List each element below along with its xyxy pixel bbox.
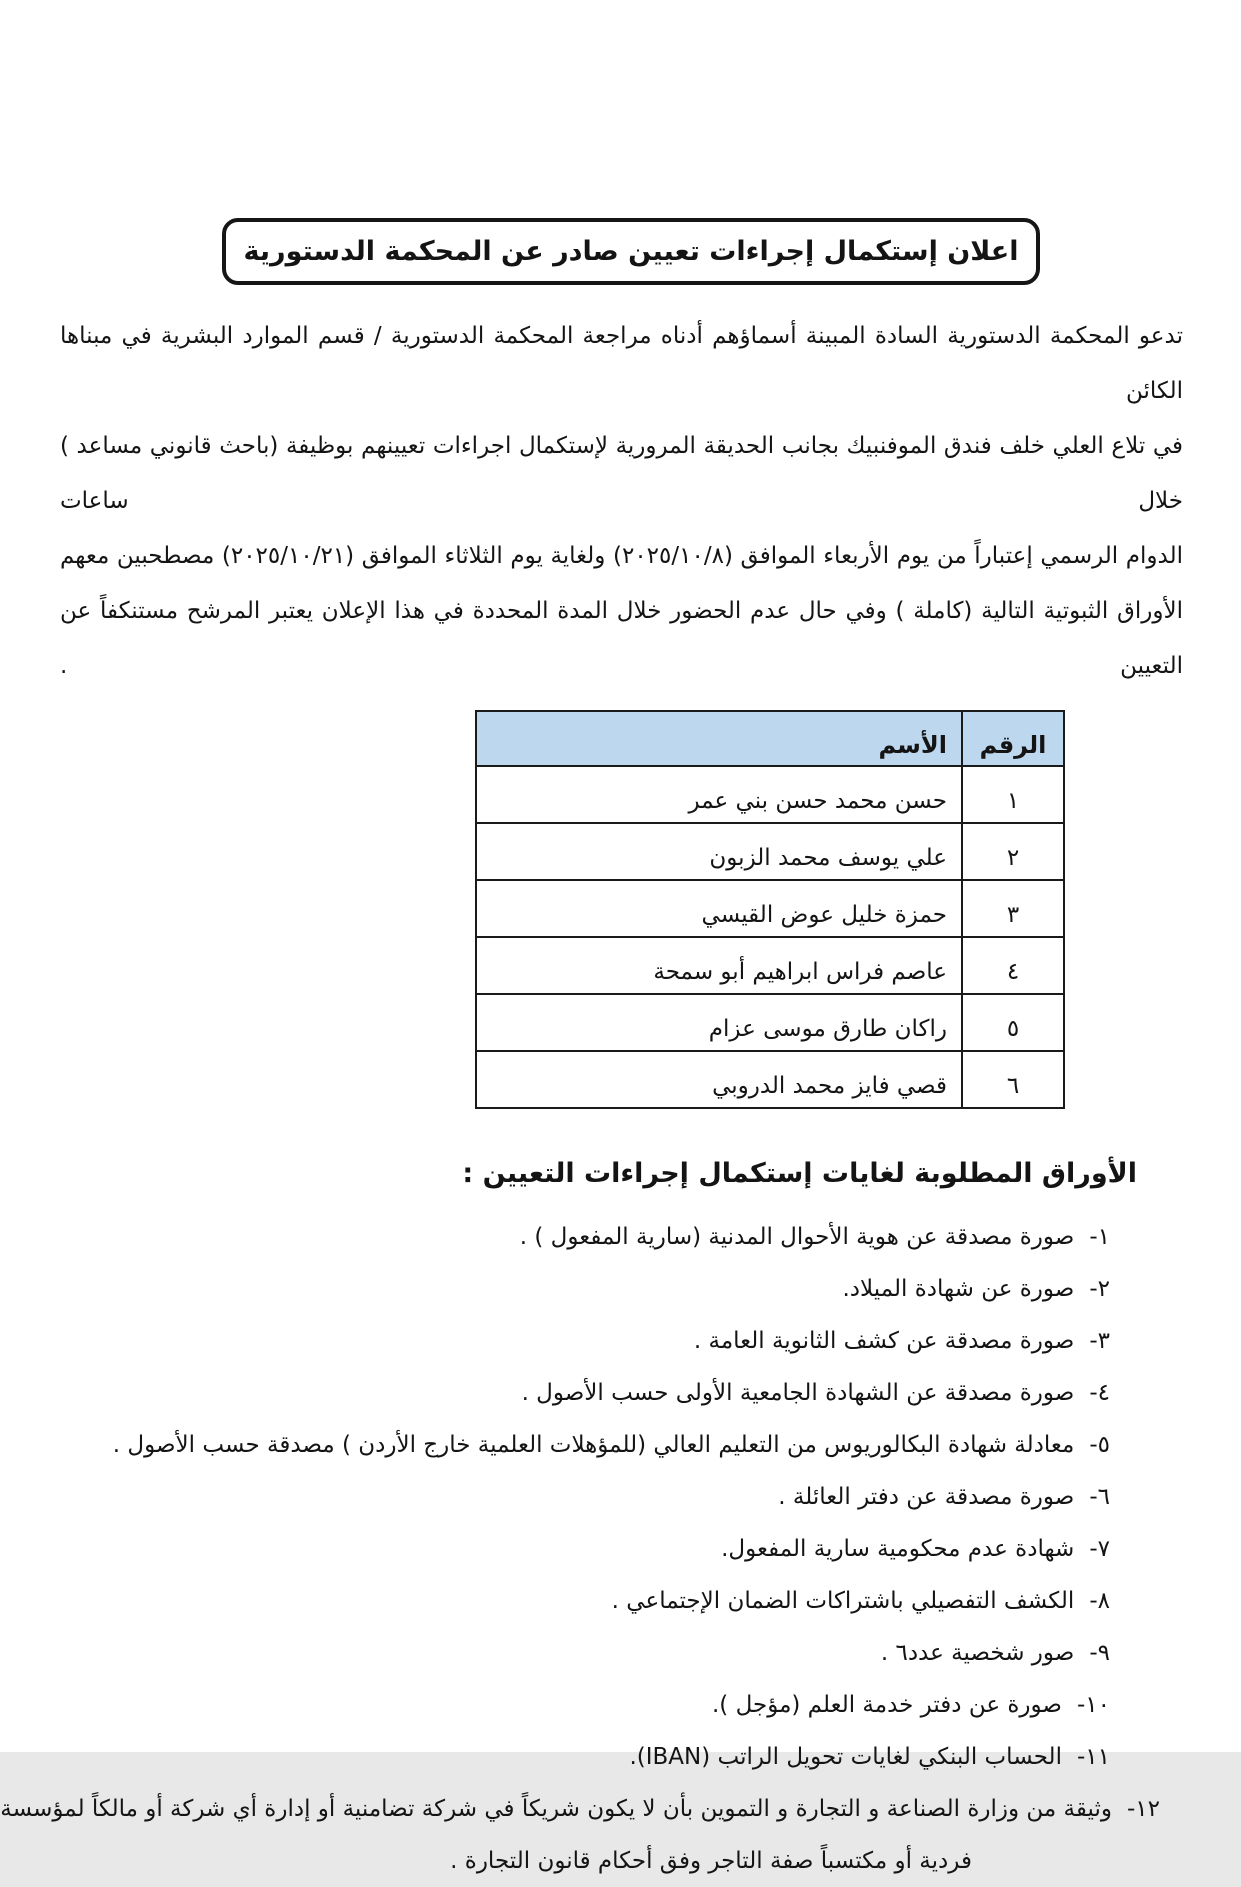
- list-item-number: ٣-: [1089, 1328, 1110, 1354]
- cell-name: راكان طارق موسى عزام: [476, 994, 962, 1051]
- list-item-number: ٥-: [1089, 1432, 1110, 1458]
- list-item-11: [40, 1731, 1110, 1783]
- table-row: [476, 823, 1064, 880]
- list-item-text: صورة عن شهادة الميلاد.: [842, 1276, 1075, 1302]
- list-item-number: ١٠-: [1076, 1692, 1110, 1718]
- table-row: [476, 880, 1064, 937]
- table-row: [476, 937, 1064, 994]
- list-item-3: [40, 1315, 1110, 1367]
- list-item-number: ٨-: [1089, 1588, 1110, 1614]
- cell-name: علي يوسف محمد الزبون: [476, 823, 962, 880]
- intro-paragraph: [60, 309, 1183, 694]
- list-item-number: ٦-: [1089, 1484, 1110, 1510]
- list-item-6: [40, 1471, 1110, 1523]
- list-item-number: ١٢-: [1126, 1796, 1160, 1822]
- required-documents-list: [0, 1211, 1160, 1887]
- cell-name: حمزة خليل عوض القيسي: [476, 880, 962, 937]
- candidates-table: [475, 710, 1065, 1109]
- list-item-text: الحساب البنكي لغايات تحويل الراتب (IBAN).: [629, 1744, 1062, 1770]
- intro-line-2: في تلاع العلي خلف فندق الموفنبيك بجانب الحديقة المرورية لإستكمال اجراءات تعيينهم بوظيفة (باحث قانوني مساعد ) خلال ساعات: [60, 433, 1183, 514]
- cell-name: عاصم فراس ابراهيم أبو سمحة: [476, 937, 962, 994]
- list-item-8: [40, 1575, 1110, 1627]
- cell-number: ٣: [962, 880, 1064, 937]
- column-header-number: الرقم: [962, 711, 1064, 766]
- list-item-text: [0, 1783, 1112, 1887]
- column-header-name: الأسم: [476, 711, 962, 766]
- list-item-text: معادلة شهادة البكالوريوس من التعليم العالي (للمؤهلات العلمية خارج الأردن ) مصدقة حسب الأصول .: [112, 1432, 1075, 1458]
- cell-number: ٤: [962, 937, 1064, 994]
- list-item-text-line2: فردية أو مكتسباً صفة التاجر وفق أحكام قانون التجارة .: [450, 1848, 972, 1874]
- intro-line-4: الأوراق الثبوتية التالية (كاملة ) وفي حال عدم الحضور خلال المدة المحددة في هذا الإعلان يعتبر المرشح مستنكفاً عن التعيين .: [60, 598, 1183, 679]
- list-item-number: ٧-: [1089, 1536, 1110, 1562]
- list-item-text: صورة مصدقة عن هوية الأحوال المدنية (سارية المفعول ) .: [519, 1224, 1075, 1250]
- cell-number: ٥: [962, 994, 1064, 1051]
- list-item-2: [40, 1263, 1110, 1315]
- cell-name: حسن محمد حسن بني عمر: [476, 766, 962, 823]
- table-row: [476, 766, 1064, 823]
- list-item-number: ٩-: [1089, 1640, 1110, 1666]
- list-item-7: [40, 1523, 1110, 1575]
- announcement-title-box: [222, 218, 1040, 285]
- list-item-number: ٤-: [1089, 1380, 1110, 1406]
- table-header-row: [476, 711, 1064, 766]
- list-item-1: [40, 1211, 1110, 1263]
- list-item-text: صورة مصدقة عن الشهادة الجامعية الأولى حسب الأصول .: [521, 1380, 1075, 1406]
- list-item-number: ٢-: [1089, 1276, 1110, 1302]
- intro-line-1: تدعو المحكمة الدستورية السادة المبينة أسماؤهم أدناه مراجعة المحكمة الدستورية / قسم الموارد البشرية في مبناها الكائن: [60, 323, 1183, 404]
- announcement-title: اعلان إستكمال إجراءات تعيين صادر عن المحكمة الدستورية: [243, 236, 1019, 267]
- list-item-text: صورة مصدقة عن كشف الثانوية العامة .: [693, 1328, 1075, 1354]
- list-item-9: [40, 1627, 1110, 1679]
- cell-number: ٢: [962, 823, 1064, 880]
- list-item-10: [40, 1679, 1110, 1731]
- list-item-number: ١-: [1089, 1224, 1110, 1250]
- list-item-text: صورة مصدقة عن دفتر العائلة .: [778, 1484, 1075, 1510]
- cell-number: ٦: [962, 1051, 1064, 1108]
- cell-name: قصي فايز محمد الدروبي: [476, 1051, 962, 1108]
- intro-line-3: الدوام الرسمي إعتباراً من يوم الأربعاء الموافق (٢٠٢٥/١٠/٨) ولغاية يوم الثلاثاء الموافق (٢٠٢٥/١٠/٢١) مصطحبين معهم: [60, 543, 1183, 569]
- list-item-number: ١١-: [1076, 1744, 1110, 1770]
- list-item-text: الكشف التفصيلي باشتراكات الضمان الإجتماعي .: [611, 1588, 1075, 1614]
- list-item-text: صورة عن دفتر خدمة العلم (مؤجل ).: [711, 1692, 1062, 1718]
- table-row: [476, 994, 1064, 1051]
- list-item-text-line1: وثيقة من وزارة الصناعة و التجارة و التموين بأن لا يكون شريكاً في شركة تضامنية أو إدارة أي شركة أو مالكاً لمؤسسة: [0, 1796, 1112, 1822]
- list-item-text: صور شخصية عدد٦ .: [880, 1640, 1075, 1666]
- list-item-text: شهادة عدم محكومية سارية المفعول.: [721, 1536, 1075, 1562]
- list-item-4: [40, 1367, 1110, 1419]
- list-item-5: [40, 1419, 1110, 1471]
- table-row: [476, 1051, 1064, 1108]
- required-documents-heading: الأوراق المطلوبة لغايات إستكمال إجراءات التعيين :: [462, 1158, 1137, 1189]
- cell-number: ١: [962, 766, 1064, 823]
- list-item-12: [0, 1783, 1160, 1887]
